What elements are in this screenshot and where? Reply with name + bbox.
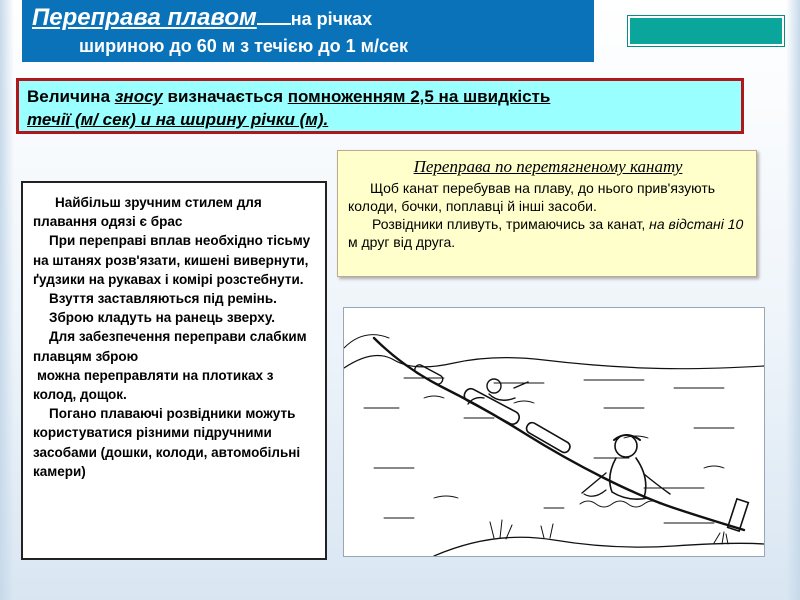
rope-crossing-illustration: [343, 307, 765, 557]
swim-para-3: Взуття заставляються під ремінь.: [49, 291, 277, 307]
rope-crossing-title: Переправа по перетягненому канату: [413, 157, 683, 176]
formula-line2: течії (м/ сек) и на ширину річки (м).: [27, 110, 329, 129]
swim-para-7: Погано плаваючі розвідники можуть користуватися різними підручними засобами (дошки, колоди, автомобільні камери): [33, 406, 301, 479]
teal-label-box: [628, 16, 784, 46]
rope-para-1: Щоб канат перебував на плаву, до нього прив'язують колоди, бочки, поплавці й інші засоби.: [348, 180, 716, 214]
rope-para-2b: на відстані 10: [649, 216, 744, 232]
rope-para-2a: Розвідники пливуть, тримаючись за канат,: [372, 216, 650, 232]
swim-para-4: Зброю кладуть на ранець зверху.: [49, 310, 275, 326]
rope-para-2c: м друг від друга.: [348, 234, 456, 250]
swim-para-5: Для забезпечення переправи слабким плавцям зброю: [33, 329, 307, 364]
swim-para-1: Найбільш зручним стилем для плавання одязі є брас: [33, 195, 262, 230]
drift-formula-box: [16, 78, 744, 134]
rope-para-2: [348, 215, 748, 251]
illustration-svg: [344, 308, 764, 556]
title-underline: [257, 22, 291, 25]
swim-para-6: можна переправляти на плотиках з колод, дощок.: [33, 367, 274, 403]
left-decor-stripe: [0, 0, 14, 600]
title-main: Переправа плавом: [32, 4, 257, 31]
title-line1-rest: на річках: [290, 9, 373, 29]
formula-drift-word: зносу: [114, 87, 163, 106]
swimming-rules-box: [21, 181, 327, 560]
slide-title-box: [22, 0, 594, 62]
title-line-1: [32, 5, 584, 33]
rope-crossing-box: [337, 150, 757, 277]
formula-multiply-text: помноженням 2,5 на швидкість: [287, 87, 551, 106]
right-decor-stripe: [786, 0, 800, 600]
formula-text-1: Величина: [27, 87, 115, 106]
swim-para-2: При переправі вплав необхідно тісьму на штанях розв'язати, кишені вивернути, ґудзики на рукавах і комірі розстебнути.: [33, 233, 311, 287]
formula-text-3: визначається: [162, 87, 288, 106]
title-line-2: шириною до 60 м з течією до 1 м/сек: [79, 36, 409, 56]
